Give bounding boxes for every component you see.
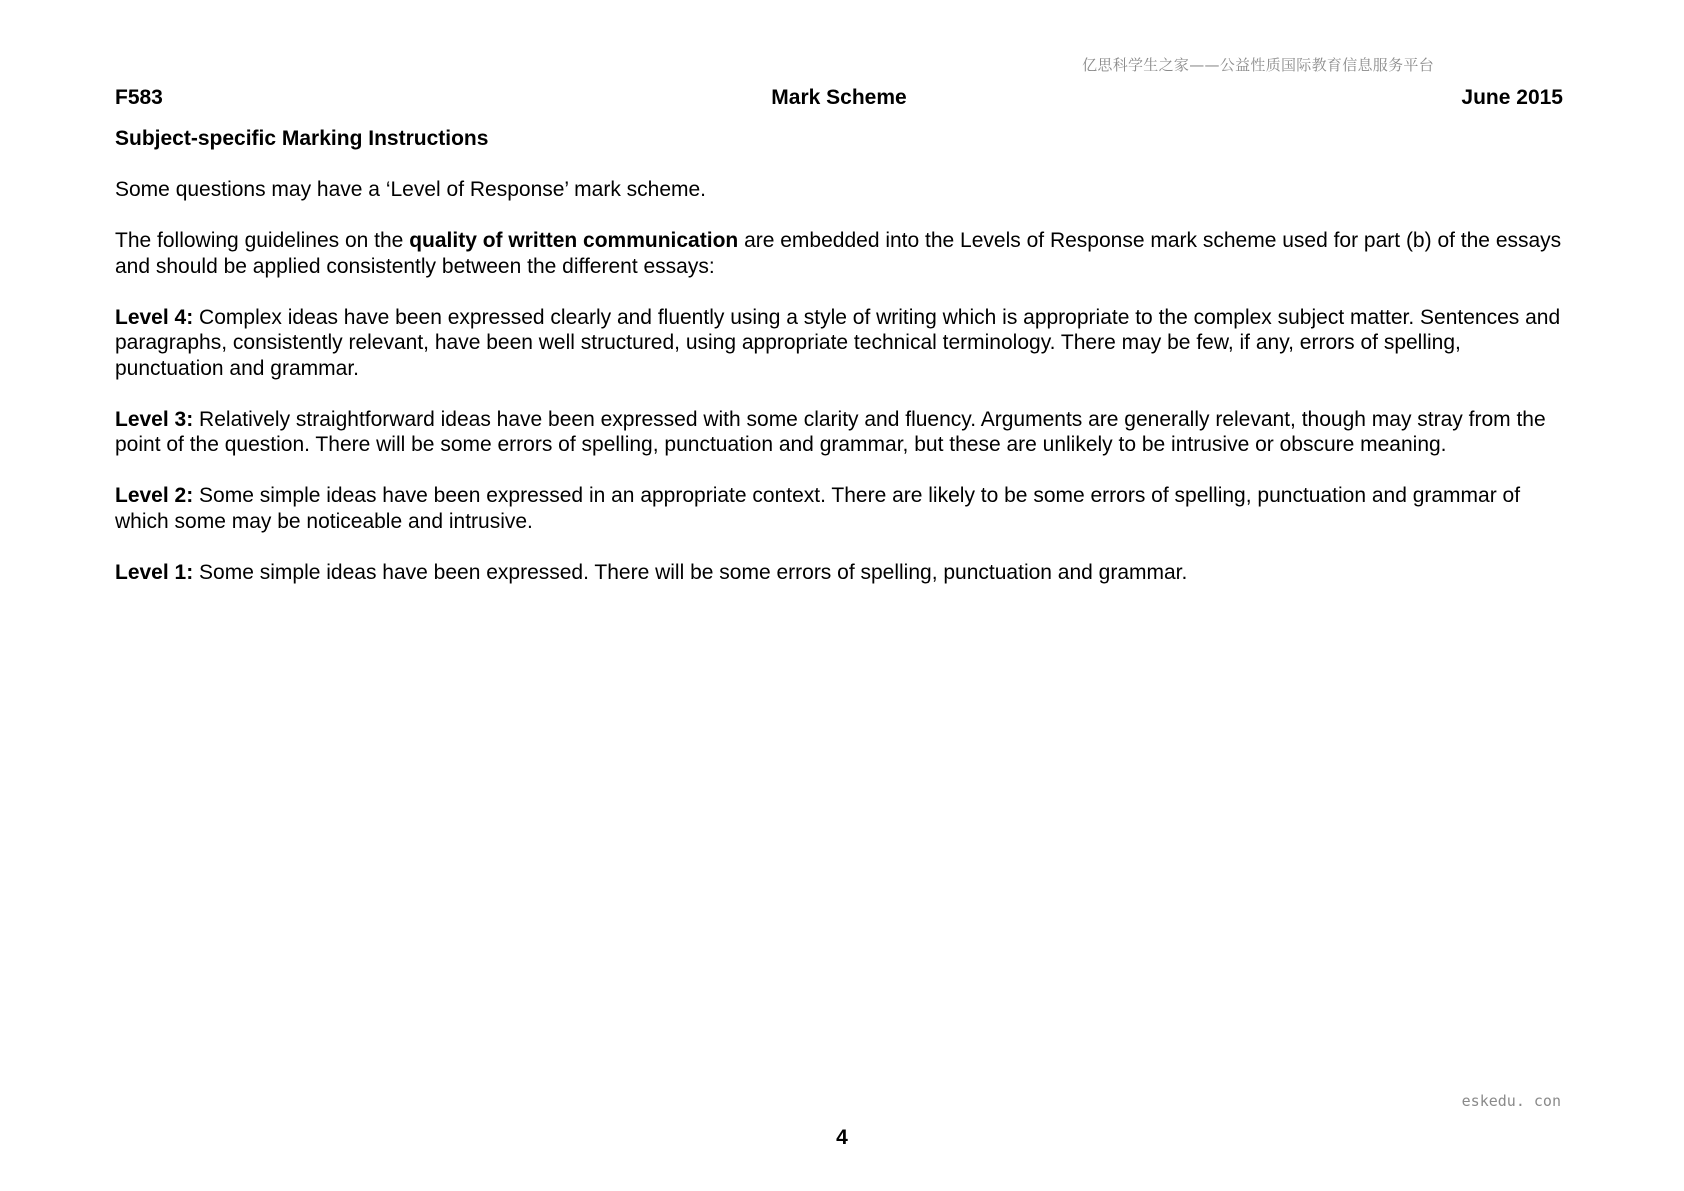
guidelines-paragraph <box>115 228 1565 279</box>
level-1-paragraph <box>115 560 1565 586</box>
level-2-text: Some simple ideas have been expressed in an appropriate context. There are likely to be some errors of spelling, punctuation and grammar of which some may be noticeable and intrusive. <box>115 484 1521 533</box>
level-1-text: Some simple ideas have been expressed. There will be some errors of spelling, punctuation and grammar. <box>193 560 1188 584</box>
header-title: Mark Scheme <box>771 86 907 109</box>
guidelines-text-before: The following guidelines on the <box>115 229 410 252</box>
watermark-bottom-text: eskedu. con <box>1461 1092 1561 1110</box>
guidelines-bold-text: quality of written communication <box>409 229 739 252</box>
level-1-label: Level 1: <box>115 560 194 584</box>
guidelines-text-after: are embedded into the Levels of Response mark scheme used for part (b) of the essays and should be applied consistently between the different essays: <box>115 229 1562 278</box>
level-3-paragraph <box>115 407 1565 458</box>
watermark-top-text: 亿思科学生之家——公益性质国际教育信息服务平台 <box>1082 56 1434 74</box>
level-2-label: Level 2: <box>115 484 194 507</box>
header-date: June 2015 <box>1461 86 1563 109</box>
page-header <box>115 86 1563 114</box>
header-code: F583 <box>115 86 163 109</box>
level-2-paragraph <box>115 483 1565 534</box>
document-body <box>115 126 1565 585</box>
section-title: Subject-specific Marking Instructions <box>115 127 489 150</box>
intro-paragraph: Some questions may have a ‘Level of Response’ mark scheme. <box>115 178 707 201</box>
level-3-text: Relatively straightforward ideas have been expressed with some clarity and fluency. Arguments are generally relevant, though may stray from the point of the question. There will be some errors of spelling, punctuation and grammar, but these are unlikely to be intrusive or obscure meaning. <box>115 407 1546 456</box>
level-4-label: Level 4: <box>115 305 194 329</box>
page-number: 4 <box>836 1126 848 1149</box>
level-4-paragraph <box>115 305 1565 382</box>
level-3-label: Level 3: <box>115 407 194 431</box>
level-4-text: Complex ideas have been expressed clearly and fluently using a style of writing which is appropriate to the complex subject matter. Sentences and paragraphs, consistently relevant, have been well structured, using appropriate technical terminology. There may be few, if any, errors of spelling, punctuation and grammar. <box>115 305 1561 380</box>
